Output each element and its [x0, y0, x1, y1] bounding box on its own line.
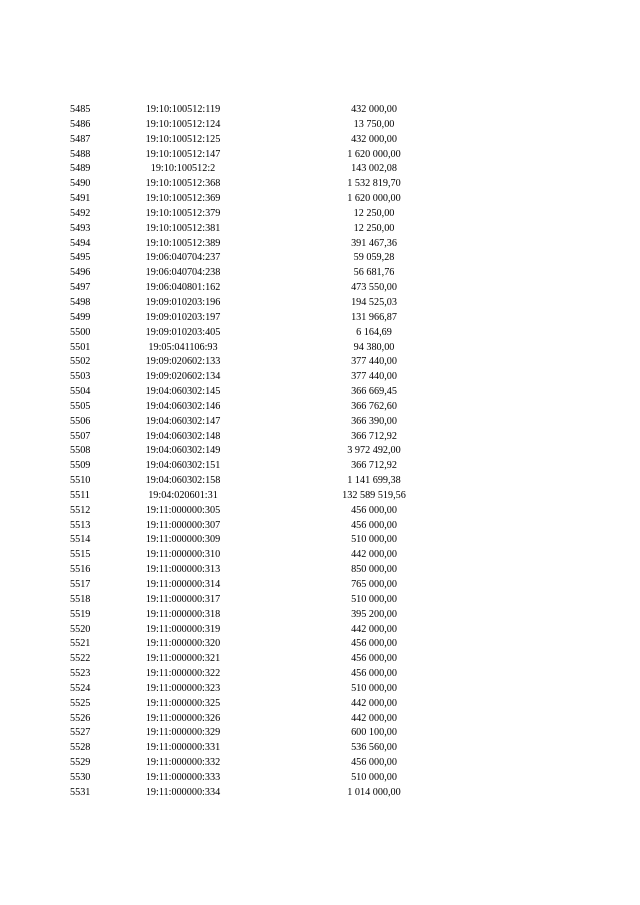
- cadastral-number: 19:10:100512:2: [150, 163, 216, 175]
- row-number: 5521: [70, 638, 91, 650]
- cadastral-number: 19:06:040801:162: [145, 282, 221, 294]
- table-row: [0, 370, 640, 385]
- row-number: 5505: [70, 400, 91, 412]
- table-row: [0, 400, 640, 415]
- amount: 12 250,00: [353, 222, 395, 234]
- row-number: 5500: [70, 326, 91, 338]
- cadastral-number: 19:11:000000:318: [145, 608, 221, 620]
- amount: 510 000,00: [351, 593, 397, 605]
- table-row: [0, 756, 640, 771]
- cadastral-number: 19:10:100512:381: [145, 222, 221, 234]
- amount: 456 000,00: [351, 757, 397, 769]
- table-row: [0, 281, 640, 296]
- cadastral-number: 19:04:060302:149: [145, 445, 221, 457]
- table-row: [0, 162, 640, 177]
- cadastral-number: 19:11:000000:329: [145, 727, 221, 739]
- amount: 432 000,00: [351, 133, 397, 145]
- row-number: 5506: [70, 415, 91, 427]
- row-number: 5487: [70, 133, 91, 145]
- cadastral-number: 19:09:020602:133: [145, 356, 221, 368]
- cadastral-number: 19:05:041106:93: [148, 341, 218, 353]
- cadastral-number: 19:09:010203:196: [145, 296, 221, 308]
- cadastral-number: 19:11:000000:307: [145, 519, 221, 531]
- row-number: 5523: [70, 668, 91, 680]
- cadastral-number: 19:11:000000:326: [145, 712, 221, 724]
- amount: 456 000,00: [351, 668, 397, 680]
- cadastral-value-table: [0, 103, 640, 801]
- amount: 442 000,00: [351, 697, 397, 709]
- row-number: 5510: [70, 475, 91, 487]
- table-row: [0, 667, 640, 682]
- table-row: [0, 474, 640, 489]
- amount: 94 380,00: [353, 341, 395, 353]
- row-number: 5514: [70, 534, 91, 546]
- row-number: 5504: [70, 386, 91, 398]
- table-row: [0, 430, 640, 445]
- row-number: 5491: [70, 193, 91, 205]
- amount: 3 972 492,00: [347, 445, 401, 457]
- amount: 456 000,00: [351, 504, 397, 516]
- cadastral-number: 19:11:000000:332: [145, 757, 221, 769]
- amount: 442 000,00: [351, 712, 397, 724]
- cadastral-number: 19:11:000000:331: [145, 742, 221, 754]
- amount: 131 966,87: [351, 311, 397, 323]
- row-number: 5508: [70, 445, 91, 457]
- row-number: 5489: [70, 163, 91, 175]
- row-number: 5512: [70, 504, 91, 516]
- row-number: 5522: [70, 653, 91, 665]
- cadastral-number: 19:04:060302:146: [145, 400, 221, 412]
- cadastral-number: 19:11:000000:317: [145, 593, 221, 605]
- row-number: 5507: [70, 430, 91, 442]
- row-number: 5498: [70, 296, 91, 308]
- row-number: 5496: [70, 267, 91, 279]
- amount: 366 712,92: [351, 460, 397, 472]
- amount: 432 000,00: [351, 104, 397, 115]
- cadastral-number: 19:11:000000:321: [145, 653, 221, 665]
- table-row: [0, 548, 640, 563]
- table-row: [0, 103, 640, 118]
- amount: 391 467,36: [351, 237, 397, 249]
- cadastral-number: 19:11:000000:320: [145, 638, 221, 650]
- table-row: [0, 771, 640, 786]
- row-number: 5486: [70, 118, 91, 130]
- row-number: 5509: [70, 460, 91, 472]
- cadastral-number: 19:11:000000:323: [145, 682, 221, 694]
- row-number: 5503: [70, 371, 91, 383]
- cadastral-number: 19:04:020601:31: [148, 489, 218, 501]
- cadastral-number: 19:11:000000:325: [145, 697, 221, 709]
- table-row: [0, 637, 640, 652]
- cadastral-number: 19:11:000000:305: [145, 504, 221, 516]
- amount: 377 440,00: [351, 356, 397, 368]
- amount: 377 440,00: [351, 371, 397, 383]
- cadastral-number: 19:04:060302:151: [145, 460, 221, 472]
- row-number: 5513: [70, 519, 91, 531]
- amount: 442 000,00: [351, 549, 397, 561]
- row-number: 5490: [70, 178, 91, 190]
- cadastral-number: 19:10:100512:389: [145, 237, 221, 249]
- table-row: [0, 489, 640, 504]
- table-row: [0, 741, 640, 756]
- row-number: 5502: [70, 356, 91, 368]
- row-number: 5495: [70, 252, 91, 264]
- table-row: [0, 697, 640, 712]
- table-row: [0, 192, 640, 207]
- amount: 366 712,92: [351, 430, 397, 442]
- amount: 366 762,60: [351, 400, 397, 412]
- row-number: 5528: [70, 742, 91, 754]
- amount: 56 681,76: [353, 267, 395, 279]
- cadastral-number: 19:10:100512:379: [145, 207, 221, 219]
- amount: 600 100,00: [351, 727, 397, 739]
- table-row: [0, 355, 640, 370]
- table-row: [0, 341, 640, 356]
- table-row: [0, 593, 640, 608]
- amount: 1 620 000,00: [347, 148, 401, 160]
- table-row: [0, 311, 640, 326]
- cadastral-number: 19:10:100512:368: [145, 178, 221, 190]
- row-number: 5531: [70, 786, 91, 798]
- cadastral-number: 19:06:040704:237: [145, 252, 221, 264]
- cadastral-number: 19:11:000000:310: [145, 549, 221, 561]
- cadastral-number: 19:09:020602:134: [145, 371, 221, 383]
- table-row: [0, 786, 640, 801]
- cadastral-number: 19:11:000000:313: [145, 564, 221, 576]
- row-number: 5517: [70, 579, 91, 590]
- amount: 536 560,00: [351, 742, 397, 754]
- table-row: [0, 608, 640, 623]
- table-row: [0, 623, 640, 638]
- table-row: [0, 726, 640, 741]
- amount: 510 000,00: [351, 682, 397, 694]
- table-row: [0, 148, 640, 163]
- cadastral-number: 19:11:000000:334: [145, 786, 221, 798]
- amount: 456 000,00: [351, 519, 397, 531]
- cadastral-number: 19:06:040704:238: [145, 267, 221, 279]
- row-number: 5494: [70, 237, 91, 249]
- cadastral-number: 19:11:000000:314: [145, 579, 221, 590]
- row-number: 5519: [70, 608, 91, 620]
- table-row: [0, 266, 640, 281]
- row-number: 5525: [70, 697, 91, 709]
- amount: 13 750,00: [353, 118, 395, 130]
- row-number: 5501: [70, 341, 91, 353]
- table-row: [0, 177, 640, 192]
- cadastral-number: 19:10:100512:147: [145, 148, 221, 160]
- row-number: 5526: [70, 712, 91, 724]
- cadastral-number: 19:11:000000:322: [145, 668, 221, 680]
- amount: 1 620 000,00: [347, 193, 401, 205]
- table-row: [0, 222, 640, 237]
- cadastral-number: 19:09:010203:197: [145, 311, 221, 323]
- cadastral-number: 19:04:060302:148: [145, 430, 221, 442]
- table-row: [0, 296, 640, 311]
- amount: 1 014 000,00: [347, 786, 401, 798]
- cadastral-number: 19:11:000000:319: [145, 623, 221, 635]
- table-row: [0, 444, 640, 459]
- table-row: [0, 652, 640, 667]
- cadastral-number: 19:10:100512:369: [145, 193, 221, 205]
- row-number: 5515: [70, 549, 91, 561]
- cadastral-number: 19:10:100512:119: [145, 104, 221, 115]
- table-row: [0, 459, 640, 474]
- amount: 473 550,00: [351, 282, 397, 294]
- row-number: 5485: [70, 104, 91, 115]
- table-row: [0, 207, 640, 222]
- amount: 6 164,69: [356, 326, 392, 338]
- amount: 442 000,00: [351, 623, 397, 635]
- table-row: [0, 578, 640, 593]
- amount: 366 390,00: [351, 415, 397, 427]
- amount: 456 000,00: [351, 653, 397, 665]
- table-row: [0, 712, 640, 727]
- row-number: 5520: [70, 623, 91, 635]
- cadastral-number: 19:04:060302:147: [145, 415, 221, 427]
- table-row: [0, 415, 640, 430]
- cadastral-number: 19:04:060302:158: [145, 475, 221, 487]
- cadastral-number: 19:10:100512:125: [145, 133, 221, 145]
- amount: 143 002,08: [351, 163, 397, 175]
- amount: 510 000,00: [351, 534, 397, 546]
- amount: 194 525,03: [351, 296, 397, 308]
- cadastral-number: 19:09:010203:405: [145, 326, 221, 338]
- table-row: [0, 385, 640, 400]
- amount: 850 000,00: [351, 564, 397, 576]
- table-row: [0, 251, 640, 266]
- amount: 395 200,00: [351, 608, 397, 620]
- row-number: 5530: [70, 771, 91, 783]
- row-number: 5488: [70, 148, 91, 160]
- table-row: [0, 533, 640, 548]
- table-row: [0, 682, 640, 697]
- cadastral-number: 19:11:000000:333: [145, 771, 221, 783]
- table-row: [0, 118, 640, 133]
- amount: 1 532 819,70: [347, 178, 401, 190]
- amount: 765 000,00: [351, 579, 397, 590]
- amount: 132 589 519,56: [342, 489, 406, 501]
- amount: 1 141 699,38: [347, 475, 401, 487]
- table-row: [0, 519, 640, 534]
- amount: 456 000,00: [351, 638, 397, 650]
- row-number: 5497: [70, 282, 91, 294]
- row-number: 5516: [70, 564, 91, 576]
- table-row: [0, 563, 640, 578]
- cadastral-number: 19:10:100512:124: [145, 118, 221, 130]
- row-number: 5492: [70, 207, 91, 219]
- row-number: 5493: [70, 222, 91, 234]
- row-number: 5518: [70, 593, 91, 605]
- amount: 12 250,00: [353, 207, 395, 219]
- amount: 59 059,28: [353, 252, 395, 264]
- row-number: 5511: [70, 489, 90, 501]
- table-row: [0, 133, 640, 148]
- row-number: 5529: [70, 757, 91, 769]
- amount: 366 669,45: [351, 386, 397, 398]
- table-row: [0, 237, 640, 252]
- amount: 510 000,00: [351, 771, 397, 783]
- cadastral-number: 19:11:000000:309: [145, 534, 221, 546]
- row-number: 5499: [70, 311, 91, 323]
- row-number: 5527: [70, 727, 91, 739]
- table-row: [0, 326, 640, 341]
- table-row: [0, 504, 640, 519]
- cadastral-number: 19:04:060302:145: [145, 386, 221, 398]
- row-number: 5524: [70, 682, 91, 694]
